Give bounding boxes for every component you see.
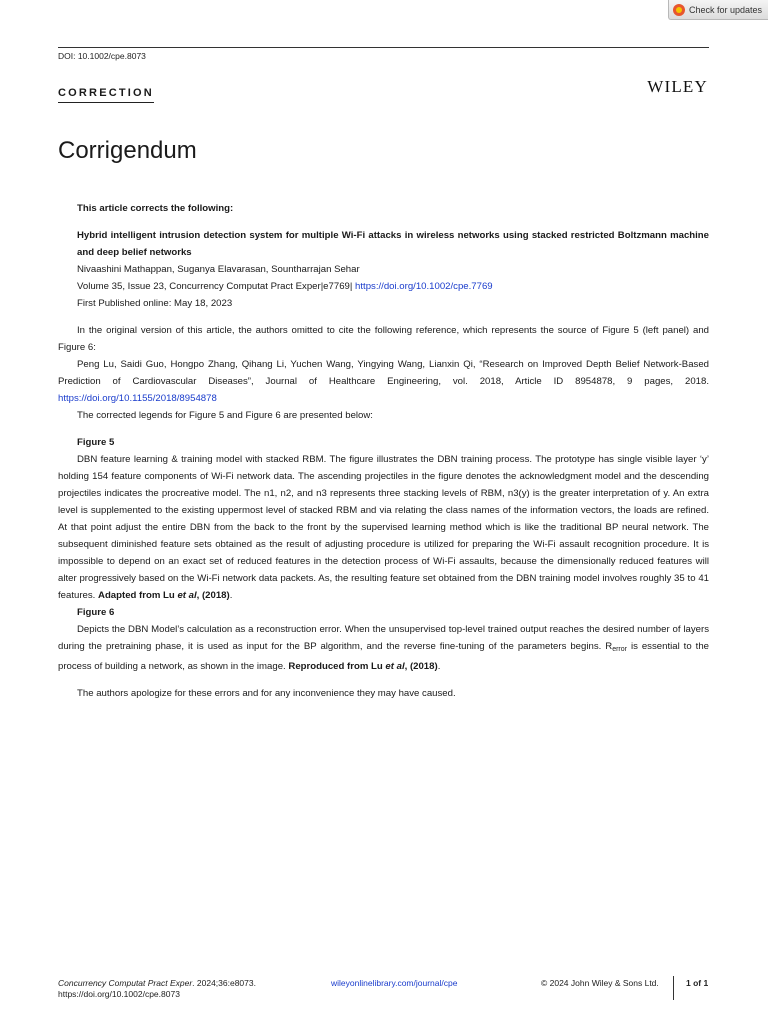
footer-separator [673, 976, 674, 1000]
footer-doi[interactable]: https://doi.org/10.1002/cpe.8073 [58, 989, 180, 999]
paragraph-omission: In the original version of this article, the authors omitted to cite the following reference, which represents the source of Figure 5 (left panel) and Figure 6: [58, 325, 709, 353]
figure6-text-b: is essential to the process of building a network, as shown in the image. [58, 641, 709, 672]
citation-text: Volume 35, Issue 23, Concurrency Computat Pract Exper|e7769| [77, 281, 353, 292]
original-article-title: Hybrid intelligent intrusion detection system for multiple Wi-Fi attacks in wireless networks using stacked restricted Boltzmann machine and deep belief networks [77, 230, 709, 258]
figure5-text: DBN feature learning & training model with stacked RBM. The figure illustrates the DBN training process. The prototype has single visible layer ‘y’ holding 154 feature components of Wi-Fi network data. The ascending projectiles in the figure denotes the acknowledgment model and the descending projectiles indicates the procreative model. The n1, n2, and n3 represents three stacking levels of RBM, n3(y) is the greater interpretation of y. An extra level is supplemented to the existing uppermost level of stacked RBM and via relating the class names of the information vectors, the loads are refined. At that point adjust the entire DBN from the back to the front by the supervised learning method which is like the traditional BP neural network. The subsequent diminished feature sets obtained as the result of adjusting procedure is utilized for preparing the Wi-Fi assault recognition procedure. It is impossible to depend on an exact set of reduced features in the detection process of Wi-Fi assaults, because the dimensionally reduced features will alter progressively based on the Wi-Fi network data packets. As, the resulting feature set obtained from the DBN training model involves roughly 35 to 41 features. [58, 454, 709, 601]
page-title: Corrigendum [58, 137, 197, 164]
figure5-legend [58, 451, 709, 604]
figure6-attribution-etal: et al [385, 661, 405, 672]
figure5-attribution-etal: et al [177, 590, 197, 601]
figure6-legend [58, 621, 709, 675]
reference-text: Peng Lu, Saidi Guo, Hongpo Zhang, Qihang Li, Yuchen Wang, Yingying Wang, Lianxin Qi, “Research on Improved Depth Belief Network-Based Prediction of Cardiovascular Diseases”, Journal of Healthcare Engineering, vol. 2018, Article ID 8954878, 9 pages, 2018. [58, 359, 709, 387]
doi-label: DOI: 10.1002/cpe.8073 [58, 51, 146, 61]
footer-copyright: © 2024 John Wiley & Sons Ltd. [541, 978, 659, 988]
figure6-subscript: error [612, 646, 627, 653]
article-body [58, 200, 709, 702]
figure6-text-a: Depicts the DBN Model’s calculation as a reconstruction error. When the unsupervised top-level trained output reaches the desired number of layers during the pretraining phase, it is used as input for the BP algorithm, and the reverse fine-tuning of the parameters begins. R [58, 624, 709, 652]
check-for-updates-badge[interactable] [668, 0, 768, 20]
original-article-authors: Nivaashini Mathappan, Suganya Elavarasan, Sountharrajan Sehar [77, 264, 360, 275]
original-article-doi-link[interactable]: https://doi.org/10.1002/cpe.7769 [355, 281, 493, 292]
header-rule [58, 47, 709, 48]
check-for-updates-label: Check for updates [689, 4, 763, 15]
paragraph-legends-intro: The corrected legends for Figure 5 and Figure 6 are presented below: [77, 410, 373, 421]
section-label: CORRECTION [58, 87, 154, 103]
figure6-attribution-prefix: Reproduced from Lu [288, 661, 383, 672]
original-article-published: First Published online: May 18, 2023 [77, 298, 233, 309]
original-article-citation [58, 278, 709, 295]
publisher-logo: WILEY [647, 77, 708, 96]
figure6-attribution [288, 661, 437, 672]
crossmark-icon [673, 4, 685, 16]
apology-paragraph: The authors apologize for these errors and for any inconvenience they may have caused. [77, 688, 456, 699]
figure6-attribution-suffix: , (2018) [404, 661, 438, 672]
reference-doi-link[interactable]: https://doi.org/10.1155/2018/8954878 [58, 393, 217, 404]
footer-journal: Concurrency Computat Pract Exper [58, 978, 193, 988]
figure5-attribution-prefix: Adapted from Lu [98, 590, 175, 601]
footer-citation [58, 978, 256, 1000]
figure6-heading: Figure 6 [77, 607, 115, 618]
footer-page-number: 1 of 1 [686, 978, 709, 988]
figure5-heading: Figure 5 [77, 437, 115, 448]
corrects-intro: This article corrects the following: [77, 203, 234, 214]
figure5-end: . [229, 590, 233, 601]
figure5-attribution-suffix: , (2018) [196, 590, 230, 601]
footer-site-link[interactable]: wileyonlinelibrary.com/journal/cpe [331, 978, 458, 988]
figure5-attribution [98, 590, 230, 601]
reference-entry [58, 356, 709, 407]
footer-journal-suffix: . 2024;36:e8073. [192, 978, 256, 988]
figure6-end: . [437, 661, 441, 672]
